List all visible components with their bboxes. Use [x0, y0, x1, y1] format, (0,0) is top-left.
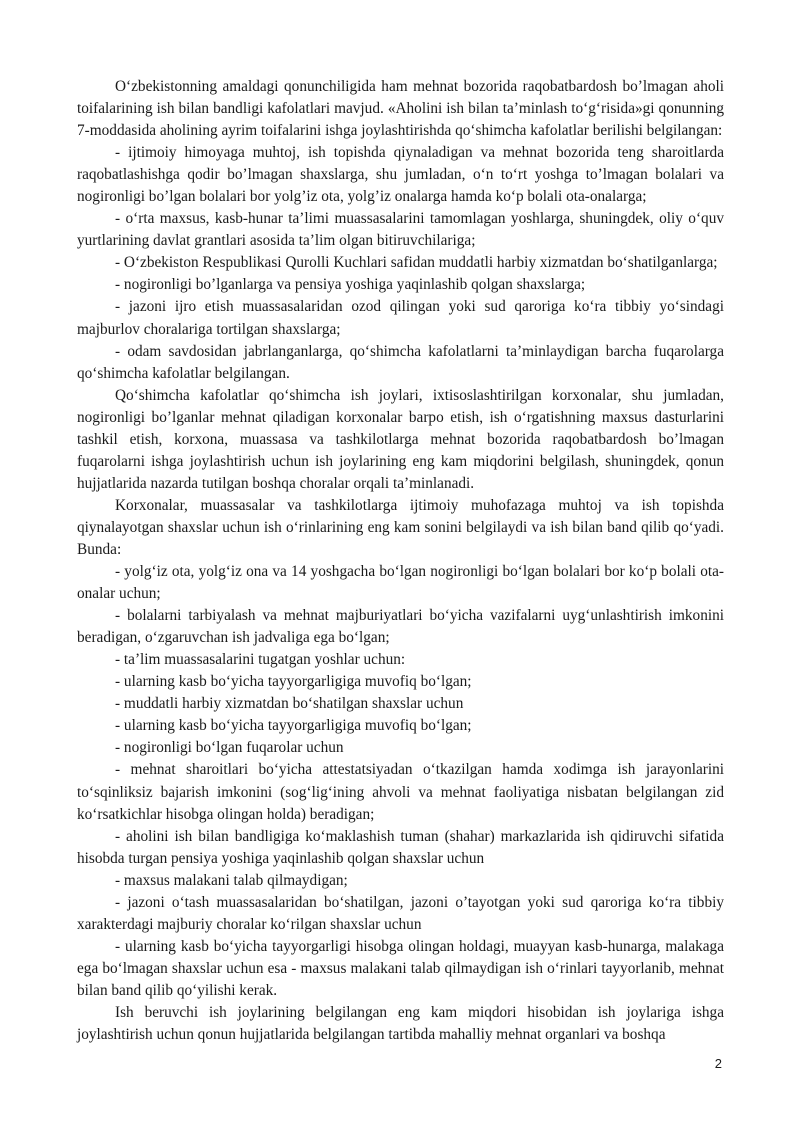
list-item: - jazoni o‘tash muassasalaridan bo‘shatilgan, jazoni o’tayotgan yoki sud qaroriga ko‘ra tibbiy xarakterdagi majburiy choralar ko‘rilgan shaxslar uchun: [77, 893, 724, 933]
list-item: - bolalarni tarbiyalash va mehnat majburiyatlari bo‘yicha vazifalarni uyg‘unlashtirish imkonini beradigan, o‘zgaruvchan ish jadvaliga ega bo‘lgan;: [77, 607, 724, 647]
paragraph-intro: O‘zbekistonning amaldagi qonunchiligida ham mehnat bozorida raqobatbardosh bo’lmagan aholi toifalarining ish bilan bandligi kafolatlari mavjud. «Aholini ish bilan ta’minlash to‘g‘risida»gi qonunning 7-moddasida aholining ayrim toifalarini ishga joylashtirishda qo‘shimcha kafolatlar berilishi belgilangan:: [77, 78, 724, 140]
document-body: [77, 76, 724, 1046]
list-item: - jazoni ijro etish muassasalaridan ozod qilingan yoki sud qaroriga ko‘ra tibbiy yo‘sindagi majburlov choralariga tortilgan shaxslarga;: [77, 298, 724, 338]
list-item: - aholini ish bilan bandligiga ko‘maklashish tuman (shahar) markazlarida ish qidiruvchi sifatida hisobda turgan pensiya yoshiga yaqinlashib qolgan shaxslar uchun: [77, 827, 724, 867]
list-item: - ta’lim muassasalarini tugatgan yoshlar uchun:: [115, 651, 406, 669]
list-item: - yolg‘iz ota, yolg‘iz ona va 14 yoshgacha bo‘lgan nogironligi bo‘lgan bolalari bor ko‘p bolali ota-onalar uchun;: [77, 563, 724, 603]
paragraph-guarantees: Qo‘shimcha kafolatlar qo‘shimcha ish joylari, ixtisoslashtirilgan korxonalar, shu jumladan, nogironligi bo’lganlar mehnat qiladigan korxonalar barpo etish, ish o‘rgatishning maxsus dasturlarini tashkil etish, korxona, muassasa va tashkilotlarga mehnat bozorida raqobatbardosh bo’lmagan fuqarolarni ishga joylashtirish uchun ish joylarining eng kam miqdorini belgilash, shuningdek, qonun hujjatlarida nazarda tutilgan boshqa choralar orqali ta’minlanadi.: [77, 386, 724, 492]
list-item: - nogironligi bo’lganlarga va pensiya yoshiga yaqinlashib qolgan shaxslarga;: [115, 276, 586, 294]
paragraph-enterprises: Korxonalar, muassasalar va tashkilotlarga ijtimoiy muhofazaga muhtoj va ish topishda qiynalayotgan shaxslar uchun ish o‘rinlarining eng kam sonini belgilaydi va ish bilan band qilib qo‘yadi. Bunda:: [77, 496, 724, 558]
list-item: - muddatli harbiy xizmatdan bo‘shatilgan shaxslar uchun: [115, 695, 464, 713]
page-number: 2: [714, 1056, 722, 1071]
list-item: - ularning kasb bo‘yicha tayyorgarligiga muvofiq bo‘lgan;: [115, 673, 472, 691]
list-item: - ijtimoiy himoyaga muhtoj, ish topishda qiynaladigan va mehnat bozorida teng sharoitlarda raqobatlashishga qodir bo’lmagan shaxslarga, shu jumladan, o‘n to‘rt yoshga to’lmagan bolalari va nogironligi bo’lgan bolalari bor yolg’iz ota, yolg’iz onalarga hamda ko‘p bolali ota-onalarga;: [77, 144, 724, 206]
list-item: - mehnat sharoitlari bo‘yicha attestatsiyadan o‘tkazilgan hamda xodimga ish jarayonlarini to‘sqinliksiz bajarish imkonini (sog‘lig‘ining ahvoli va mehnat faoliyatiga nisbatan belgilangan zid ko‘rsatkichlar hisobga olingan holda) beradigan;: [77, 761, 724, 823]
list-item: - odam savdosidan jabrlanganlarga, qo‘shimcha kafolatlarni ta’minlaydigan barcha fuqarolarga qo‘shimcha kafolatlar belgilangan.: [77, 342, 724, 382]
list-item: - maxsus malakani talab qilmaydigan;: [115, 871, 348, 889]
list-item: - o‘rta maxsus, kasb-hunar ta’limi muassasalarini tamomlagan yoshlarga, shuningdek, oliy o‘quv yurtlarining davlat grantlari asosida ta’lim olgan bitiruvchilariga;: [77, 210, 724, 250]
list-item: - O‘zbekiston Respublikasi Qurolli Kuchlari safidan muddatli harbiy xizmatdan bo‘shatilganlarga;: [115, 254, 718, 272]
list-item: - ularning kasb bo‘yicha tayyorgarligi hisobga olingan holdagi, muayyan kasb-hunarga, malakaga ega bo‘lmagan shaxslar uchun esa - maxsus malakani talab qilmaydigan ish o‘rinlari tayyorlanib, mehnat bilan band qilib qo‘yilishi kerak.: [77, 937, 724, 999]
list-item: - ularning kasb bo‘yicha tayyorgarligiga muvofiq bo‘lgan;: [115, 717, 472, 735]
list-item: - nogironligi bo‘lgan fuqarolar uchun: [115, 739, 344, 757]
paragraph-employer: Ish beruvchi ish joylarining belgilangan eng kam miqdori hisobidan ish joylariga ishga joylashtirish uchun qonun hujjatlarida belgilangan tartibda mahalliy mehnat organlari va boshqa: [77, 1003, 724, 1044]
